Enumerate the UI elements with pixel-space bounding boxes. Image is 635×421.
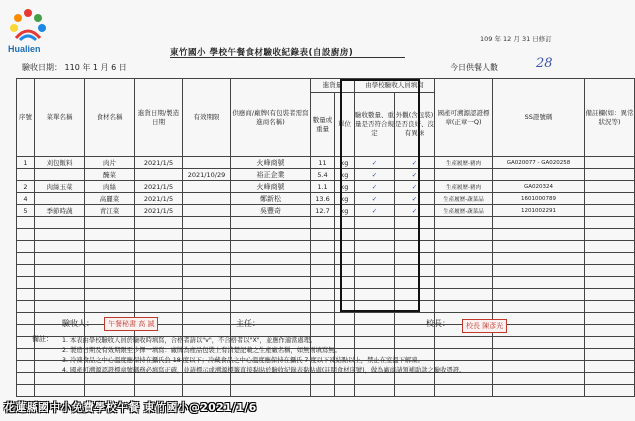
table-cell-supplier bbox=[231, 265, 311, 277]
table-cell-item: 肉片 bbox=[85, 157, 135, 169]
table-cell-dish bbox=[35, 385, 85, 397]
table-cell-seq bbox=[17, 385, 35, 397]
table-cell-origin bbox=[435, 169, 493, 181]
table-cell-date bbox=[135, 229, 183, 241]
table-cell-item: 青江菜 bbox=[85, 205, 135, 217]
inspector-stamp: 午餐秘書 高 誠 bbox=[104, 317, 158, 331]
table-cell-unit bbox=[335, 229, 355, 241]
table-cell-unit bbox=[335, 313, 355, 325]
table-cell-qty bbox=[311, 253, 335, 265]
table-cell-c2: ✓ bbox=[395, 169, 435, 181]
table-cell-origin bbox=[435, 253, 493, 265]
revision-date: 109 年 12 月 31 日修訂 bbox=[480, 35, 552, 43]
notes-title: 備註： bbox=[32, 335, 53, 343]
header-receipt: 進貨量 bbox=[311, 79, 355, 93]
table-cell-dish: 刈包飯料 bbox=[35, 157, 85, 169]
table-cell-unit: kg bbox=[335, 193, 355, 205]
table-cell-remarks bbox=[585, 205, 635, 217]
table-cell-unit: kg bbox=[335, 169, 355, 181]
table-cell-expiry bbox=[183, 301, 231, 313]
table-cell-code: GA020077 - GA020258 bbox=[493, 157, 585, 169]
title-underline bbox=[170, 57, 405, 58]
table-cell-date bbox=[135, 217, 183, 229]
table-cell-unit bbox=[335, 253, 355, 265]
table-cell-remarks bbox=[585, 373, 635, 385]
table-cell-remarks bbox=[585, 325, 635, 337]
table-cell-dish bbox=[35, 217, 85, 229]
table-cell-supplier bbox=[231, 289, 311, 301]
table-cell-date bbox=[135, 277, 183, 289]
table-cell-code bbox=[493, 229, 585, 241]
table-cell-date: 2021/1/5 bbox=[135, 205, 183, 217]
table-cell-code bbox=[493, 217, 585, 229]
table-cell-date bbox=[135, 265, 183, 277]
table-cell-item bbox=[85, 385, 135, 397]
table-cell-seq bbox=[17, 217, 35, 229]
table-cell-date: 2021/1/5 bbox=[135, 193, 183, 205]
table-row bbox=[17, 217, 635, 229]
table-row bbox=[17, 229, 635, 241]
table-row bbox=[17, 253, 635, 265]
note-item: 4. 國產可溯源認證標章號碼務必填寫正確，並請標示或溯源標籤直接黏貼於驗收紀錄表黏貼處(註明食材序號)，做為廠商請領補助款之驗收憑證。 bbox=[62, 367, 466, 374]
table-cell-expiry bbox=[183, 157, 231, 169]
table-cell-item bbox=[85, 229, 135, 241]
logo-text: Hualien bbox=[8, 44, 41, 54]
table-cell-date bbox=[135, 169, 183, 181]
table-cell-expiry bbox=[183, 229, 231, 241]
table-cell-code bbox=[493, 289, 585, 301]
table-cell-qty bbox=[311, 301, 335, 313]
table-cell-supplier: 裕正企業 bbox=[231, 169, 311, 181]
table-cell-item: 肉絲 bbox=[85, 181, 135, 193]
table-cell-item: 高麗菜 bbox=[85, 193, 135, 205]
table-cell-origin bbox=[435, 289, 493, 301]
table-cell-qty: 5.4 bbox=[311, 169, 335, 181]
principal-label: 校長： bbox=[426, 319, 450, 328]
table-cell-expiry bbox=[183, 325, 231, 337]
table-cell-qty bbox=[311, 229, 335, 241]
table-cell-unit: kg bbox=[335, 181, 355, 193]
table-cell-item bbox=[85, 289, 135, 301]
header-origin: 國產可溯源認證標章(正章一Q) bbox=[435, 79, 493, 157]
table-cell-dish bbox=[35, 265, 85, 277]
table-cell-origin bbox=[435, 217, 493, 229]
table-cell-expiry bbox=[183, 193, 231, 205]
table-cell-origin bbox=[435, 241, 493, 253]
table-cell-c1 bbox=[355, 241, 395, 253]
table-cell-unit bbox=[335, 277, 355, 289]
table-cell-unit bbox=[335, 265, 355, 277]
header-supplier: 供應商/廠牌(有包裝者需寫進商名稱) bbox=[231, 79, 311, 157]
table-cell-remarks bbox=[585, 217, 635, 229]
table-cell-item: 醃菜 bbox=[85, 169, 135, 181]
table-cell-supplier: 火峰商號 bbox=[231, 181, 311, 193]
table-cell-seq bbox=[17, 277, 35, 289]
table-cell-c2: ✓ bbox=[395, 193, 435, 205]
table-cell-expiry bbox=[183, 289, 231, 301]
table-cell-seq bbox=[17, 349, 35, 361]
table-cell-c2 bbox=[395, 301, 435, 313]
table-cell-remarks bbox=[585, 241, 635, 253]
table-cell-c1: ✓ bbox=[355, 169, 395, 181]
table-cell-qty bbox=[311, 385, 335, 397]
table-cell-c1 bbox=[355, 325, 395, 337]
table-cell-code: GA020324 bbox=[493, 181, 585, 193]
table-cell-expiry bbox=[183, 253, 231, 265]
table-cell-date: 2021/1/5 bbox=[135, 157, 183, 169]
table-cell-c2 bbox=[395, 385, 435, 397]
table-cell-dish bbox=[35, 253, 85, 265]
table-cell-origin bbox=[435, 265, 493, 277]
header-seq: 序號 bbox=[17, 79, 35, 157]
table-cell-c2 bbox=[395, 229, 435, 241]
meal-count-value: 28 bbox=[536, 56, 553, 71]
inspector-label: 驗收人： bbox=[62, 319, 94, 328]
table-cell-unit bbox=[335, 217, 355, 229]
table-cell-seq bbox=[17, 289, 35, 301]
table-cell-c1 bbox=[355, 313, 395, 325]
table-cell-expiry bbox=[183, 205, 231, 217]
table-cell-remarks bbox=[585, 385, 635, 397]
table-row bbox=[17, 301, 635, 313]
note-item: 3. 冷凍食品之中心溫度應保持在攝氏負 18 度以下；冷藏食品之中心溫度應保持在攝氏 7 度以下凍結點以上，禁止在室溫下解凍。 bbox=[62, 357, 424, 364]
table-cell-seq: 1 bbox=[17, 157, 35, 169]
table-cell-supplier: 火峰商號 bbox=[231, 157, 311, 169]
table-cell-c2 bbox=[395, 265, 435, 277]
table-cell-dish bbox=[35, 301, 85, 313]
table-cell-seq bbox=[17, 373, 35, 385]
table-cell-origin bbox=[435, 229, 493, 241]
notes-list bbox=[62, 336, 582, 376]
table-cell-dish bbox=[35, 277, 85, 289]
table-cell-code: 1201002291 bbox=[493, 205, 585, 217]
table-cell-c1 bbox=[355, 277, 395, 289]
table-cell-origin bbox=[435, 277, 493, 289]
header-check-appearance: 外觀(含包裝)是否良好、沒有異味 bbox=[395, 93, 435, 157]
meal-count-label: 今日供餐人數 bbox=[450, 63, 498, 72]
table-cell-origin: 生產履歷-蔬菜品 bbox=[435, 205, 493, 217]
table-cell-qty: 11 bbox=[311, 157, 335, 169]
header-qty: 數量或重量 bbox=[311, 93, 335, 157]
table-cell-dish: 季節時蔬 bbox=[35, 205, 85, 217]
header-inspect: 由學校驗收人員填寫 bbox=[355, 79, 435, 93]
table-cell-unit bbox=[335, 301, 355, 313]
table-cell-seq bbox=[17, 253, 35, 265]
table-cell-date: 2021/1/5 bbox=[135, 181, 183, 193]
table-cell-expiry bbox=[183, 277, 231, 289]
table-cell-remarks bbox=[585, 301, 635, 313]
table-cell-remarks bbox=[585, 337, 635, 349]
footer-caption: 花蓮縣國中小免費學校午餐 東竹國小@2021/1/6 bbox=[4, 401, 257, 414]
table-cell-c2 bbox=[395, 253, 435, 265]
table-cell-code bbox=[493, 253, 585, 265]
table-cell-seq: 5 bbox=[17, 205, 35, 217]
header-unit: 單位 bbox=[335, 93, 355, 157]
table-cell-remarks bbox=[585, 313, 635, 325]
table-row bbox=[17, 193, 635, 205]
table-cell-code bbox=[493, 169, 585, 181]
table-cell-code bbox=[493, 385, 585, 397]
table-cell-item bbox=[85, 265, 135, 277]
table-cell-remarks bbox=[585, 265, 635, 277]
table-cell-remarks bbox=[585, 253, 635, 265]
table-cell-expiry bbox=[183, 217, 231, 229]
table-cell-item bbox=[85, 301, 135, 313]
table-cell-remarks bbox=[585, 193, 635, 205]
table-cell-code bbox=[493, 265, 585, 277]
table-cell-expiry: 2021/10/29 bbox=[183, 169, 231, 181]
table-cell-date bbox=[135, 385, 183, 397]
table-cell-supplier bbox=[231, 217, 311, 229]
table-cell-c2 bbox=[395, 277, 435, 289]
table-row bbox=[17, 289, 635, 301]
table-cell-c2 bbox=[395, 241, 435, 253]
table-cell-origin bbox=[435, 385, 493, 397]
director-label: 主任： bbox=[236, 319, 260, 328]
table-cell-code: 1601000789 bbox=[493, 193, 585, 205]
table-cell-remarks bbox=[585, 277, 635, 289]
table-cell-expiry bbox=[183, 265, 231, 277]
table-cell-seq bbox=[17, 169, 35, 181]
table-cell-dish bbox=[35, 169, 85, 181]
table-cell-c1 bbox=[355, 301, 395, 313]
table-cell-c1: ✓ bbox=[355, 205, 395, 217]
table-cell-c1 bbox=[355, 217, 395, 229]
header-code: SS證號碼 bbox=[493, 79, 585, 157]
table-cell-expiry bbox=[183, 313, 231, 325]
table-cell-c1 bbox=[355, 385, 395, 397]
table-cell-supplier bbox=[231, 229, 311, 241]
table-cell-unit bbox=[335, 289, 355, 301]
table-cell-unit bbox=[335, 325, 355, 337]
table-cell-code bbox=[493, 301, 585, 313]
table-row bbox=[17, 157, 635, 169]
header-date: 進貨日期/製造日期 bbox=[135, 79, 183, 157]
table-row bbox=[17, 181, 635, 193]
table-cell-code bbox=[493, 277, 585, 289]
table-cell-code bbox=[493, 241, 585, 253]
table-cell-origin: 生產履歷-豬肉 bbox=[435, 157, 493, 169]
table-cell-c1: ✓ bbox=[355, 157, 395, 169]
table-cell-supplier bbox=[231, 385, 311, 397]
table-cell-supplier bbox=[231, 241, 311, 253]
table-cell-c1 bbox=[355, 289, 395, 301]
table-cell-date bbox=[135, 289, 183, 301]
table-cell-dish: 肉絲玉菜 bbox=[35, 181, 85, 193]
table-row bbox=[17, 241, 635, 253]
table-row bbox=[17, 265, 635, 277]
table-cell-c2: ✓ bbox=[395, 205, 435, 217]
table-cell-seq bbox=[17, 241, 35, 253]
table-cell-item bbox=[85, 253, 135, 265]
table-cell-date bbox=[135, 301, 183, 313]
table-cell-c2: ✓ bbox=[395, 157, 435, 169]
table-cell-c2: ✓ bbox=[395, 181, 435, 193]
table-cell-remarks bbox=[585, 157, 635, 169]
table-cell-supplier bbox=[231, 253, 311, 265]
table-cell-origin: 生產履歷-蔬菜品 bbox=[435, 193, 493, 205]
table-cell-qty bbox=[311, 289, 335, 301]
table-cell-origin bbox=[435, 301, 493, 313]
table-cell-item bbox=[85, 241, 135, 253]
table-cell-qty: 12.7 bbox=[311, 205, 335, 217]
table-cell-qty: 13.6 bbox=[311, 193, 335, 205]
table-cell-supplier: 鄭新松 bbox=[231, 193, 311, 205]
table-cell-dish bbox=[35, 229, 85, 241]
note-item: 2. 製造日期及有效期限至少擇一填寫：廠牌為產品包裝上有清楚記載之生產廠名稱，如無則填寫無。 bbox=[62, 347, 341, 354]
table-cell-remarks bbox=[585, 349, 635, 361]
table-cell-qty bbox=[311, 277, 335, 289]
table-cell-qty bbox=[311, 313, 335, 325]
table-cell-remarks bbox=[585, 181, 635, 193]
table-cell-c2 bbox=[395, 289, 435, 301]
table-cell-unit: kg bbox=[335, 205, 355, 217]
note-item: 1. 本表由學校驗收人員於驗收時填寫，合格者請以"v"，不合格者以"X"，並應作適當處理。 bbox=[62, 337, 317, 344]
table-cell-c1 bbox=[355, 253, 395, 265]
table-cell-qty bbox=[311, 241, 335, 253]
table-cell-supplier: 吳豐奇 bbox=[231, 205, 311, 217]
table-cell-origin: 生產履歷-豬肉 bbox=[435, 181, 493, 193]
table-cell-dish bbox=[35, 241, 85, 253]
table-cell-seq bbox=[17, 229, 35, 241]
table-cell-dish bbox=[35, 193, 85, 205]
table-row bbox=[17, 205, 635, 217]
table-cell-dish bbox=[35, 289, 85, 301]
table-cell-seq bbox=[17, 361, 35, 373]
table-cell-unit: kg bbox=[335, 157, 355, 169]
table-cell-seq bbox=[17, 301, 35, 313]
header-expiry: 有效期限 bbox=[183, 79, 231, 157]
table-cell-remarks bbox=[585, 361, 635, 373]
header-remarks: 備註欄(如：異常狀況等) bbox=[585, 79, 635, 157]
table-cell-c1: ✓ bbox=[355, 193, 395, 205]
table-cell-qty bbox=[311, 325, 335, 337]
table-cell-unit bbox=[335, 385, 355, 397]
table-cell-expiry bbox=[183, 181, 231, 193]
table-row bbox=[17, 169, 635, 181]
form-title: 東竹國小 學校午餐食材驗收紀錄表(自設廚房) bbox=[170, 48, 354, 58]
table-cell-unit bbox=[335, 241, 355, 253]
header-check-qty: 驗收數量、重量是否符合規定 bbox=[355, 93, 395, 157]
table-cell-date bbox=[135, 241, 183, 253]
table-cell-c1: ✓ bbox=[355, 181, 395, 193]
table-cell-c1 bbox=[355, 229, 395, 241]
table-cell-c2 bbox=[395, 217, 435, 229]
table-row bbox=[17, 385, 635, 397]
table-cell-remarks bbox=[585, 229, 635, 241]
principal-stamp: 校長 陳彥光 bbox=[462, 319, 507, 333]
header-item: 食材名稱 bbox=[85, 79, 135, 157]
table-cell-remarks bbox=[585, 169, 635, 181]
table-cell-seq: 4 bbox=[17, 193, 35, 205]
table-row bbox=[17, 277, 635, 289]
table-cell-c1 bbox=[355, 265, 395, 277]
inspection-date: 驗收日期： 110 年 1 月 6 日 bbox=[22, 63, 127, 72]
table-cell-qty bbox=[311, 217, 335, 229]
table-cell-expiry bbox=[183, 241, 231, 253]
table-cell-supplier bbox=[231, 277, 311, 289]
table-cell-seq bbox=[17, 313, 35, 325]
table-cell-seq: 2 bbox=[17, 181, 35, 193]
table-cell-expiry bbox=[183, 385, 231, 397]
table-cell-supplier bbox=[231, 301, 311, 313]
table-cell-date bbox=[135, 253, 183, 265]
table-cell-item bbox=[85, 277, 135, 289]
table-cell-qty bbox=[311, 265, 335, 277]
table-cell-seq bbox=[17, 265, 35, 277]
header-dish: 菜單名稱 bbox=[35, 79, 85, 157]
table-cell-item bbox=[85, 217, 135, 229]
table-cell-qty: 1.1 bbox=[311, 181, 335, 193]
table-cell-remarks bbox=[585, 289, 635, 301]
